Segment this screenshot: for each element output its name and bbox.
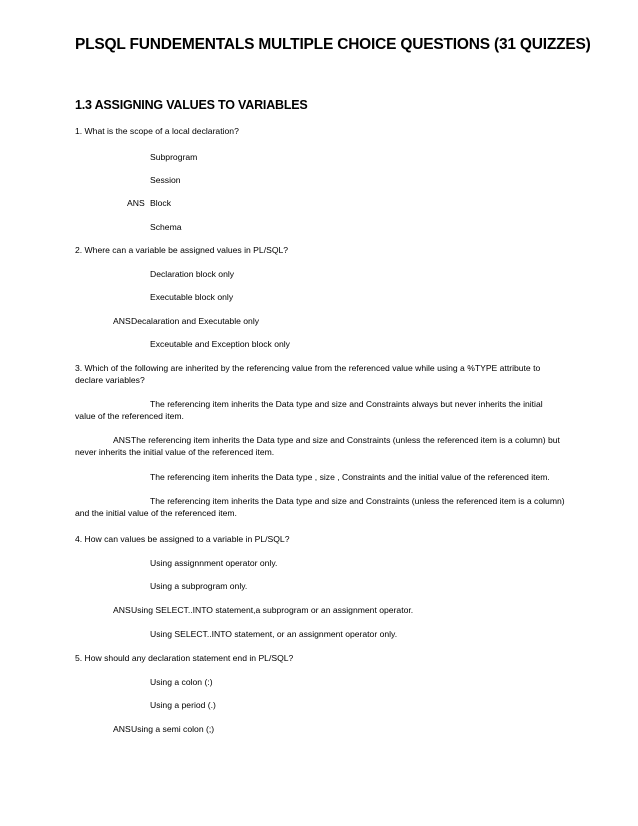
q1-option-d: Schema	[150, 222, 182, 232]
q4-option-a: Using assignnment operator only.	[150, 558, 278, 568]
q4-option-c: Using SELECT..INTO statement,a subprogram or an assignment operator.	[131, 605, 414, 615]
question-4: 4. How can values be assigned to a variable in PL/SQL?	[75, 534, 290, 544]
q3-option-c: The referencing item inherits the Data type , size , Constraints and the initial value of the referenced item.	[150, 472, 550, 482]
q2-option-d: Exceutable and Exception block only	[150, 339, 290, 349]
q1-option-c: Block	[150, 198, 172, 208]
q1-option-b: Session	[150, 175, 181, 185]
question-1: 1. What is the scope of a local declaration?	[75, 126, 239, 136]
q3-option-a: The referencing item inherits the Data type and size and Constraints always but never inherits the initial value of the referenced item.	[75, 399, 543, 421]
q1-answer-label: ANS	[127, 198, 145, 208]
q3-answer-label: ANS	[113, 435, 131, 445]
q4-option-b: Using a subprogram only.	[150, 581, 248, 591]
q2-option-b: Executable block only	[150, 292, 234, 302]
question-5: 5. How should any declaration statement end in PL/SQL?	[75, 653, 294, 663]
q5-answer-label: ANS	[113, 724, 131, 734]
q1-option-a: Subprogram	[150, 152, 198, 162]
q5-option-c: Using a semi colon (;)	[131, 724, 215, 734]
q5-option-b: Using a period (.)	[150, 700, 216, 710]
q2-answer-label: ANS	[113, 316, 131, 326]
q4-answer-label: ANS	[113, 605, 131, 615]
q5-option-a: Using a colon (:)	[150, 677, 213, 687]
q3-option-b: The referencing item inherits the Data type and size and Constraints (unless the referenced item is a column) but never inherits the initial value of the referenced item.	[75, 435, 560, 457]
question-2: 2. Where can a variable be assigned values in PL/SQL?	[75, 245, 289, 255]
document-title: PLSQL FUNDEMENTALS MULTIPLE CHOICE QUESTIONS (31 QUIZZES)	[75, 36, 591, 53]
q2-option-a: Declaration block only	[150, 269, 235, 279]
q4-option-d: Using SELECT..INTO statement, or an assignment operator only.	[150, 629, 398, 639]
section-heading: 1.3 ASSIGNING VALUES TO VARIABLES	[75, 98, 308, 112]
q2-option-c: Decalaration and Executable only	[131, 316, 260, 326]
question-3: 3. Which of the following are inherited by the referencing value from the referenced value while using a %TYPE attribute to declare variables?	[75, 363, 541, 385]
q3-option-d: The referencing item inherits the Data type and size and Constraints (unless the referenced item is a column) and the initial value of the referenced item.	[75, 496, 565, 518]
